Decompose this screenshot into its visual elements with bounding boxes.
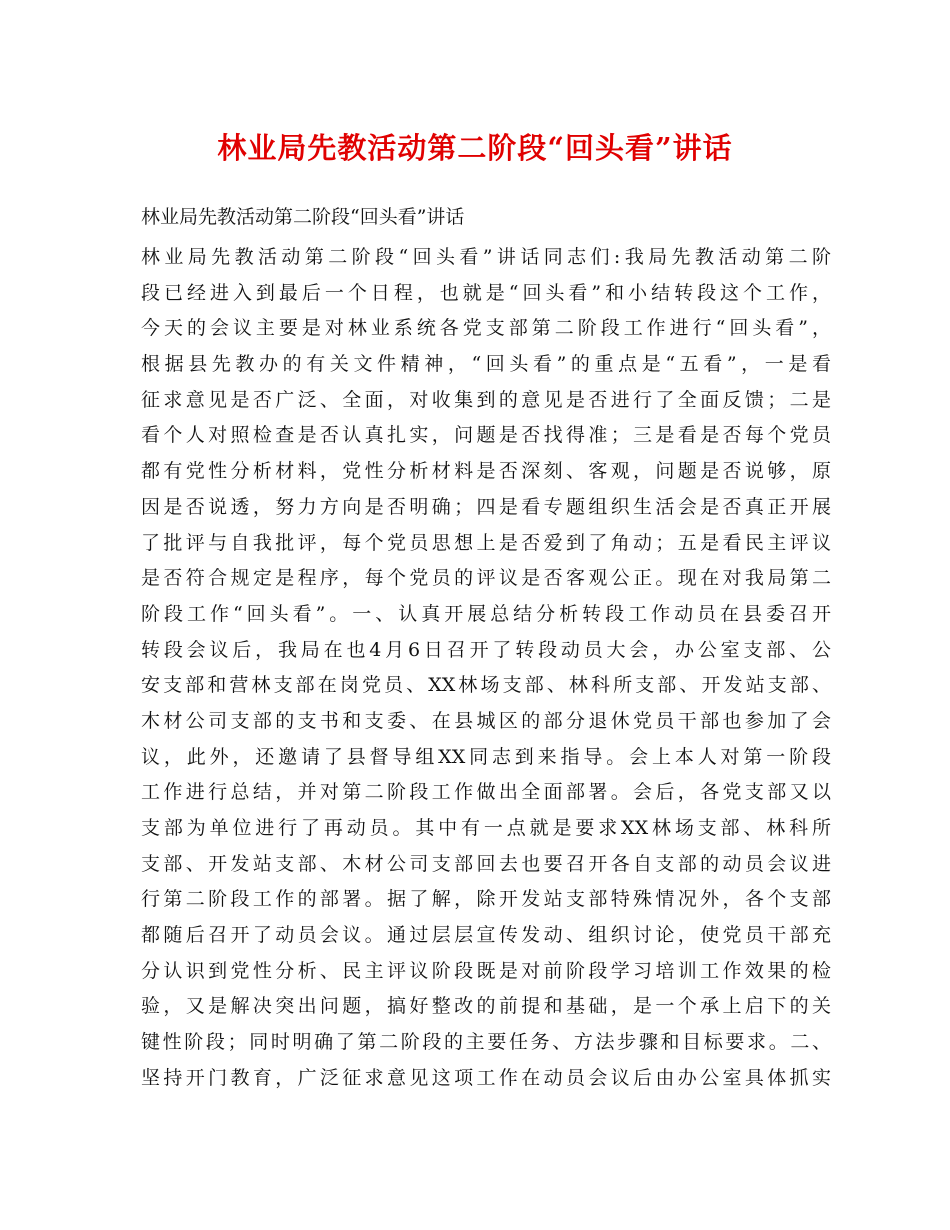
body-line: 行第二阶段工作的部署。据了解，除开发站支部特殊情况外，各个支部 bbox=[141, 888, 831, 911]
document-body bbox=[141, 240, 831, 1097]
body-line: 安支部和营林支部在岗党员、XX林场支部、林科所支部、开发站支部、 bbox=[141, 674, 831, 697]
body-line: 支部为单位进行了再动员。其中有一点就是要求XX林场支部、林科所 bbox=[141, 817, 831, 839]
body-line: 键性阶段；同时明确了第二阶段的主要任务、方法步骤和目标要求。二、 bbox=[141, 1031, 831, 1054]
body-line: 都有党性分析材料，党性分析材料是否深刻、客观，问题是否说够，原 bbox=[141, 460, 831, 483]
body-line: 都随后召开了动员会议。通过层层宣传发动、组织讨论，使党员干部充 bbox=[141, 924, 831, 947]
body-line: 看个人对照检查是否认真扎实，问题是否找得准；三是看是否每个党员 bbox=[141, 424, 831, 447]
body-line: 是否符合规定是程序，每个党员的评议是否客观公正。现在对我局第二 bbox=[141, 567, 831, 590]
body-line: 了批评与自我批评，每个党员思想上是否爱到了角动；五是看民主评议 bbox=[141, 531, 831, 554]
body-line: 坚持开门教育，广泛征求意见这项工作在动员会议后由办公室具体抓实 bbox=[141, 1066, 831, 1089]
body-line: 议，此外，还邀请了县督导组XX同志到来指导。会上本人对第一阶段 bbox=[141, 745, 831, 768]
body-line: 今天的会议主要是对林业系统各党支部第二阶段工作进行“回头看”， bbox=[141, 317, 831, 340]
body-line: 林业局先教活动第二阶段“回头看”讲话同志们:我局先教活动第二阶 bbox=[141, 246, 831, 268]
body-line: 段已经进入到最后一个日程，也就是“回头看”和小结转段这个工作， bbox=[141, 281, 831, 304]
document-title: 林业局先教活动第二阶段“回头看”讲话 bbox=[217, 131, 733, 165]
body-line: 支部、开发站支部、木材公司支部回去也要召开各自支部的动员会议进 bbox=[141, 852, 831, 875]
body-line: 根据县先教办的有关文件精神，“回头看”的重点是“五看”，一是看 bbox=[141, 353, 831, 376]
body-line: 木材公司支部的支书和支委、在县城区的部分退休党员干部也参加了会 bbox=[141, 709, 831, 732]
body-line: 分认识到党性分析、民主评议阶段既是对前阶段学习培训工作效果的检 bbox=[141, 959, 831, 982]
body-line: 因是否说透，努力方向是否明确；四是看专题组织生活会是否真正开展 bbox=[141, 495, 831, 518]
document-subtitle: 林业局先教活动第二阶段“回头看”讲话 bbox=[141, 206, 465, 228]
body-line: 征求意见是否广泛、全面，对收集到的意见是否进行了全面反馈；二是 bbox=[141, 388, 831, 411]
body-line: 转段会议后，我局在也4月6日召开了转段动员大会，办公室支部、公 bbox=[141, 638, 831, 661]
body-line: 验，又是解决突出问题，搞好整改的前提和基础，是一个承上启下的关 bbox=[141, 995, 831, 1018]
body-line: 阶段工作“回头看”。一、认真开展总结分析转段工作动员在县委召开 bbox=[141, 602, 831, 625]
body-line: 工作进行总结，并对第二阶段工作做出全面部署。会后，各党支部又以 bbox=[141, 781, 831, 804]
